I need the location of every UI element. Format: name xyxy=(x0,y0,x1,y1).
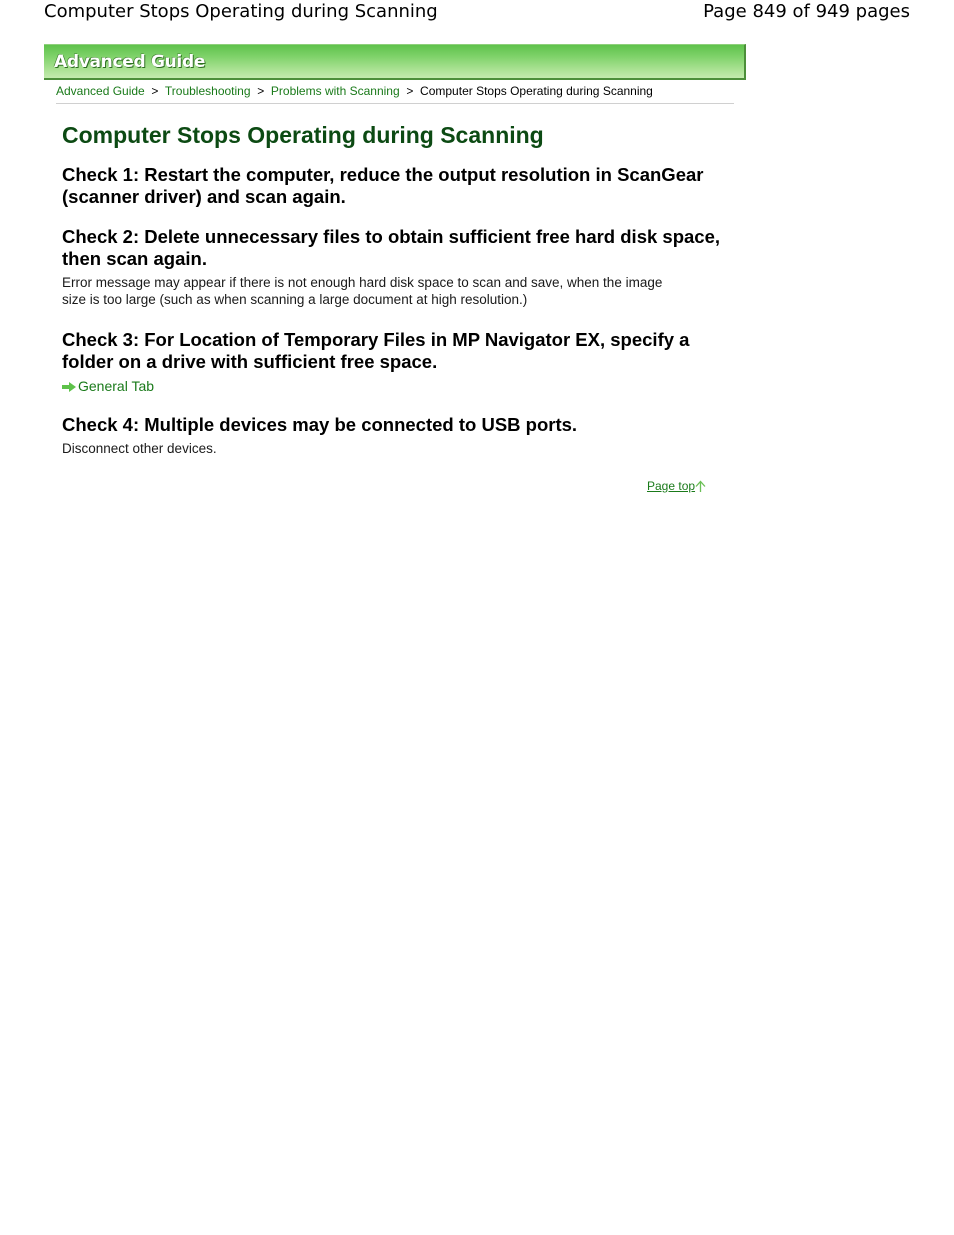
breadcrumb-separator: > xyxy=(257,84,265,98)
check-4-heading: Check 4: Multiple devices may be connected to USB ports. xyxy=(62,414,578,435)
page-title: Computer Stops Operating during Scanning xyxy=(62,122,544,148)
check-3-heading: Check 3: For Location of Temporary Files in MP Navigator EX, specify a folder on a drive with sufficient free space. xyxy=(62,329,690,372)
breadcrumb-troubleshooting[interactable]: Troubleshooting xyxy=(164,84,251,98)
advanced-guide-banner xyxy=(44,44,746,80)
breadcrumb-current: Computer Stops Operating during Scanning xyxy=(420,84,653,98)
page-number: Page 849 of 949 pages xyxy=(703,1,910,22)
breadcrumb xyxy=(56,83,734,104)
main-content xyxy=(62,118,732,456)
page-top-link[interactable]: Page top xyxy=(647,478,706,494)
check-2-heading: Check 2: Delete unnecessary files to obtain sufficient free hard disk space, then scan again. xyxy=(62,226,721,269)
breadcrumb-advanced-guide[interactable]: Advanced Guide xyxy=(56,84,145,98)
check-3-section xyxy=(62,329,732,395)
check-1-heading: Check 1: Restart the computer, reduce the output resolution in ScanGear (scanner driver) and scan again. xyxy=(62,164,704,207)
general-tab-link-row xyxy=(62,377,732,395)
breadcrumb-problems-with-scanning[interactable]: Problems with Scanning xyxy=(270,84,400,98)
check-1-section xyxy=(62,164,732,208)
page-header xyxy=(44,0,910,26)
general-tab-link[interactable]: General Tab xyxy=(78,378,155,394)
breadcrumb-separator: > xyxy=(151,84,159,98)
check-4-section xyxy=(62,414,732,457)
banner-title: Advanced Guide xyxy=(54,52,206,72)
arrow-right-icon xyxy=(62,382,76,392)
document-title: Computer Stops Operating during Scanning xyxy=(44,1,438,22)
breadcrumb-separator: > xyxy=(406,84,414,98)
check-4-body: Disconnect other devices. xyxy=(62,441,217,456)
check-2-section xyxy=(62,226,732,308)
arrow-up-icon xyxy=(695,480,706,492)
check-2-body: Error message may appear if there is not enough hard disk space to scan and save, when the image size is too large (such as when scanning a large document at high resolution.) xyxy=(62,275,663,307)
